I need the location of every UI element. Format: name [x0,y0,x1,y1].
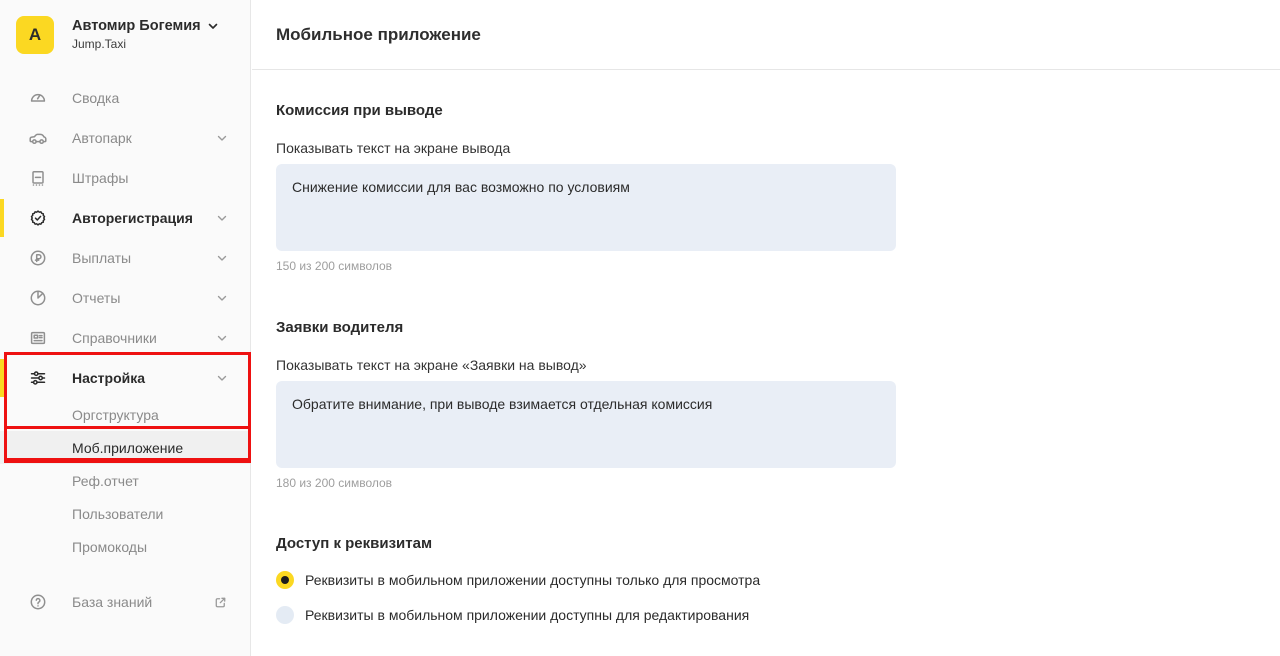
sidebar-subitem-label: Пользователи [72,505,164,522]
page-title: Мобильное приложение [276,24,481,44]
company-subtitle: Jump.Taxi [72,37,127,51]
radio-option-label: Реквизиты в мобильном приложении доступны для редактирования [305,607,750,623]
active-indicator [0,199,4,237]
sidebar-subitem-label: Реф.отчет [72,472,139,489]
radio-option-label: Реквизиты в мобильном приложении доступны только для просмотра [305,572,761,588]
page-header [252,0,1280,70]
sidebar-item-label: Отчеты [72,290,121,306]
sidebar-subitem-mob-prilozhenie[interactable] [0,431,250,464]
pie-chart-icon [28,288,48,308]
sidebar-item-label: Настройка [72,370,146,386]
sidebar-item-label: Авторегистрация [72,210,193,226]
chevron-down-icon [216,332,228,344]
chevron-down-icon [216,212,228,224]
sidebar-subitem-label: Промокоды [72,538,148,555]
sidebar-subitem-label: Моб.приложение [72,439,184,456]
char-counter-commission: 150 из 200 символов [276,259,393,273]
radio-selected-icon[interactable] [276,571,294,589]
withdraw-screen-text-input[interactable] [276,164,896,251]
section-heading-commission: Комиссия при выводе [276,102,443,119]
active-indicator [0,359,4,397]
sidebar-item-label: Автопарк [72,130,132,146]
sidebar-item-label: Сводка [72,90,120,106]
char-counter-driver-requests: 180 из 200 символов [276,476,393,490]
field-label-requests-screen: Показывать текст на экране «Заявки на вывод» [276,357,587,373]
sidebar-subitem-orgstruktura[interactable] [0,398,250,431]
sidebar-item-label: Выплаты [72,250,132,266]
sidebar-subitem-label: Оргструктура [72,406,159,423]
radio-unselected-icon[interactable] [276,606,294,624]
sidebar-item-label: База знаний [72,594,153,610]
help-icon [28,592,48,612]
sliders-icon [28,368,48,388]
chevron-down-icon [216,132,228,144]
sidebar-item-otchety[interactable] [0,278,250,318]
chevron-down-icon [216,252,228,264]
car-icon [28,128,48,148]
section-heading-requisites-access: Доступ к реквизитам [276,535,433,552]
sidebar-item-shtrafy[interactable] [0,158,250,198]
sidebar-subitem-promokody[interactable] [0,530,250,563]
company-name: Автомир Богемия [72,18,201,34]
chevron-down-icon [216,372,228,384]
company-switcher[interactable] [0,0,250,66]
sidebar-item-spravochniki[interactable] [0,318,250,358]
sidebar-subitem-polzovateli[interactable] [0,497,250,530]
sidebar-nav [0,78,250,622]
sidebar-item-baza-znaniy[interactable] [0,582,250,622]
main-content [252,0,1280,656]
chevron-down-icon [207,20,219,32]
sidebar-item-nastroika[interactable] [0,358,250,398]
sidebar-subitem-ref-otchet[interactable] [0,464,250,497]
requests-screen-text-input[interactable] [276,381,896,468]
newspaper-icon [28,328,48,348]
radio-option-editable[interactable] [276,606,1256,624]
badge-check-icon [28,208,48,228]
sidebar-item-vyplaty[interactable] [0,238,250,278]
radio-option-view-only[interactable] [276,571,1256,589]
sidebar-item-label: Штрафы [72,170,129,186]
field-label-withdraw-screen: Показывать текст на экране вывода [276,140,511,156]
company-logo: А [16,16,54,54]
sidebar-item-label: Справочники [72,330,157,346]
external-link-icon [213,595,228,610]
chevron-down-icon [216,292,228,304]
gauge-icon [28,88,48,108]
ruble-icon [28,248,48,268]
fine-receipt-icon [28,168,48,188]
sidebar-item-svodka[interactable] [0,78,250,118]
section-heading-driver-requests: Заявки водителя [276,319,404,336]
sidebar-item-avtoregistratsiya[interactable] [0,198,250,238]
sidebar [0,0,251,656]
sidebar-item-avtopark[interactable] [0,118,250,158]
